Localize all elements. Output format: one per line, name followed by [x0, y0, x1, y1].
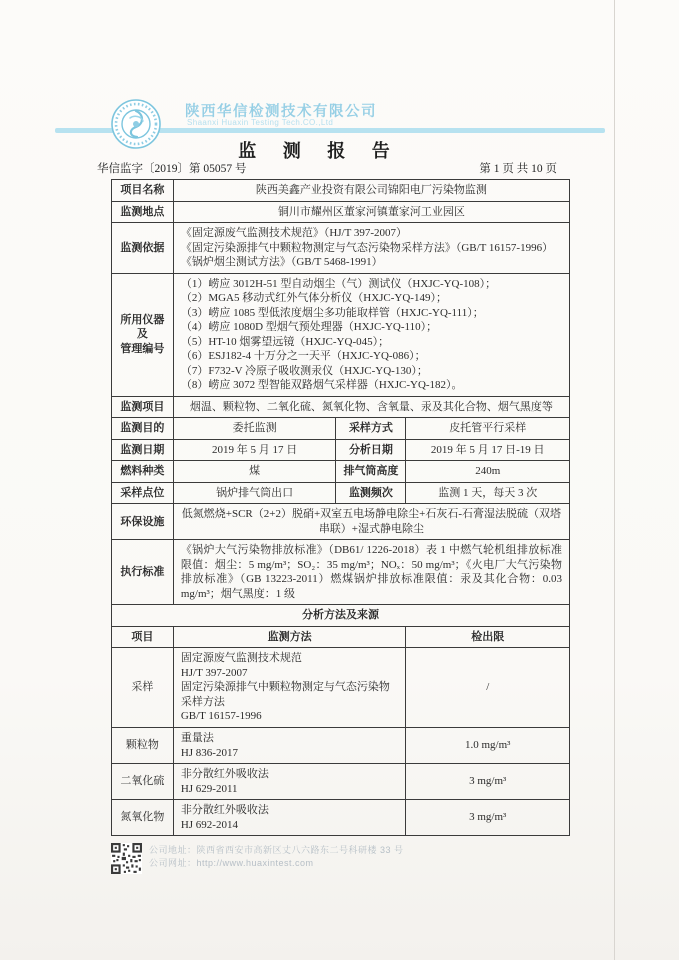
analysis-limit: / — [406, 648, 570, 728]
method-line: 重量法 — [180, 731, 214, 744]
page-indicator: 第 1 页 共 10 页 — [479, 163, 557, 175]
instruments-label-line: 所用仪器及 — [120, 313, 165, 341]
method-line: HJ 836-2017 — [180, 746, 238, 759]
standard-value: 《锅炉大气污染物排放标准》（DB61/ 1226-2018）表 1 中燃气轮机组排放标准限值：烟尘：5 mg/m³；SO₂：35 mg/m³；NOₓ：50 mg/m³；《火电厂大气污染物排放标准》（GB 13223-2011）燃煤锅炉排放标准限值：汞及其化合物：0.03 mg/m³；烟气黑度：1 级 — [173, 540, 569, 605]
instrument-item: （8）崂应 3072 型智能双路烟气采样器（HXJC-YQ-182）。 — [180, 379, 463, 392]
table-row — [112, 727, 570, 763]
table-row — [112, 223, 570, 274]
method-line: 固定源废气监测技术规范 — [180, 652, 302, 665]
analysis-method — [173, 727, 406, 763]
document-number: 华信监字〔2019〕第 05057 号 — [97, 163, 247, 175]
table-row — [112, 540, 570, 605]
project-name-value: 陕西美鑫产业投资有限公司锦阳电厂污染物监测 — [173, 180, 569, 202]
method-line: 非分散红外吸收法 — [180, 768, 269, 781]
table-row — [112, 418, 570, 440]
footer — [111, 843, 570, 874]
method-line: HJ 629-2011 — [180, 782, 238, 795]
analysis-col-limit: 检出限 — [406, 626, 570, 648]
instrument-item: （1）崂应 3012H-51 型自动烟尘（气）测试仪（HXJC-YQ-108）； — [180, 277, 497, 290]
basis-line: 《固定污染源排气中颗粒物测定与气态污染物采样方法》（GB/T 16157-1996） — [180, 241, 554, 254]
purpose-label: 监测目的 — [112, 418, 174, 440]
document-meta-row — [97, 160, 557, 176]
analysis-col-item: 项目 — [112, 626, 174, 648]
stack-height-label: 排气筒高度 — [336, 461, 406, 483]
basis-line: 《固定源废气监测技术规范》（HJ/T 397-2007） — [180, 227, 408, 240]
analysis-limit: 3 mg/m³ — [406, 764, 570, 800]
monitor-date-label: 监测日期 — [112, 439, 174, 461]
analysis-date-label: 分析日期 — [336, 439, 406, 461]
basis-label: 监测依据 — [112, 223, 174, 274]
env-facility-value: 低氮燃烧+SCR（2+2）脱硝+双室五电场静电除尘+石灰石-石膏湿法脱硫（双塔串联）+湿式静电除尘 — [173, 504, 569, 540]
basis-line: 《锅炉烟尘测试方法》（GB/T 5468-1991） — [180, 256, 383, 269]
table-row — [112, 461, 570, 483]
analysis-date-value: 2019 年 5 月 17 日-19 日 — [406, 439, 570, 461]
analysis-method — [173, 764, 406, 800]
instrument-item: （3）崂应 1085 型低浓度烟尘多功能取样管（HXJC-YQ-111）； — [180, 306, 484, 319]
standard-label: 执行标准 — [112, 540, 174, 605]
sampling-method-label: 采样方式 — [336, 418, 406, 440]
monitor-items-label: 监测项目 — [112, 396, 174, 418]
company-name-en: Shaanxi Huaxin Testing Tech.CO.,Ltd — [187, 118, 334, 127]
report-info-table — [111, 179, 570, 836]
analysis-method — [173, 800, 406, 836]
table-row — [112, 800, 570, 836]
company-name-cn: 陕西华信检测技术有限公司 — [185, 104, 377, 120]
analysis-item: 采样 — [112, 648, 174, 728]
table-row — [112, 273, 570, 396]
env-facility-label: 环保设施 — [112, 504, 174, 540]
instruments-label-line: 管理编号 — [120, 342, 165, 355]
qr-code — [111, 843, 142, 874]
analysis-col-method: 监测方法 — [173, 626, 406, 648]
instrument-item: （7）F732-V 冷原子吸收测汞仪（HXJC-YQ-130）； — [180, 364, 428, 377]
instrument-item: （6）ESJ182-4 十万分之一天平（HXJC-YQ-086）； — [180, 350, 426, 363]
analysis-limit: 3 mg/m³ — [406, 800, 570, 836]
table-row — [112, 201, 570, 223]
method-line: HJ/T 397-2007 — [180, 666, 248, 679]
stack-height-value: 240m — [406, 461, 570, 483]
company-website: 公司网址：http://www.huaxintest.com — [149, 858, 314, 869]
instrument-item: （5）HT-10 烟雾望远镜（HXJC-YQ-045）； — [180, 335, 390, 348]
analysis-section-title: 分析方法及来源 — [112, 605, 570, 627]
monitor-date-value: 2019 年 5 月 17 日 — [173, 439, 336, 461]
instruments-label — [112, 273, 174, 396]
frequency-value: 监测 1 天，每天 3 次 — [406, 482, 570, 504]
analysis-item: 氮氧化物 — [112, 800, 174, 836]
analysis-method — [173, 648, 406, 728]
method-line: 非分散红外吸收法 — [180, 804, 269, 817]
monitor-items-value: 烟温、颗粒物、二氧化硫、氮氧化物、含氧量、汞及其化合物、烟气黑度等 — [173, 396, 569, 418]
table-row — [112, 482, 570, 504]
frequency-label: 监测频次 — [336, 482, 406, 504]
table-row — [112, 180, 570, 202]
table-row — [112, 504, 570, 540]
table-row — [112, 605, 570, 627]
sampling-point-value: 锅炉排气筒出口 — [173, 482, 336, 504]
instruments-value — [173, 273, 569, 396]
location-value: 铜川市耀州区董家河镇董家河工业园区 — [173, 201, 569, 223]
table-row — [112, 764, 570, 800]
fuel-label: 燃料种类 — [112, 461, 174, 483]
purpose-value: 委托监测 — [173, 418, 336, 440]
method-line: GB/T 16157-1996 — [180, 710, 262, 723]
analysis-item: 二氧化硫 — [112, 764, 174, 800]
footer-contact — [149, 843, 404, 870]
basis-value — [173, 223, 569, 274]
table-row — [112, 439, 570, 461]
sampling-method-value: 皮托管平行采样 — [406, 418, 570, 440]
analysis-item: 颗粒物 — [112, 727, 174, 763]
method-line: 固定污染源排气中颗粒物测定与气态污染物采样方法 — [180, 681, 390, 708]
location-label: 监测地点 — [112, 201, 174, 223]
report-body — [111, 179, 570, 874]
project-name-label: 项目名称 — [112, 180, 174, 202]
instrument-item: （4）崂应 1080D 型烟气预处理器（HXJC-YQ-110）； — [180, 321, 438, 334]
sampling-point-label: 采样点位 — [112, 482, 174, 504]
table-row — [112, 626, 570, 648]
table-row — [112, 648, 570, 728]
table-row — [112, 396, 570, 418]
method-line: HJ 692-2014 — [180, 818, 238, 831]
company-address: 公司地址：陕西省西安市高新区丈八六路东二号科研楼 33 号 — [149, 845, 404, 856]
instrument-item: （2）MGA5 移动式红外气体分析仪（HXJC-YQ-149）； — [180, 292, 447, 305]
report-title: 监 测 报 告 — [238, 141, 401, 161]
fuel-value: 煤 — [173, 461, 336, 483]
analysis-limit: 1.0 mg/m³ — [406, 727, 570, 763]
